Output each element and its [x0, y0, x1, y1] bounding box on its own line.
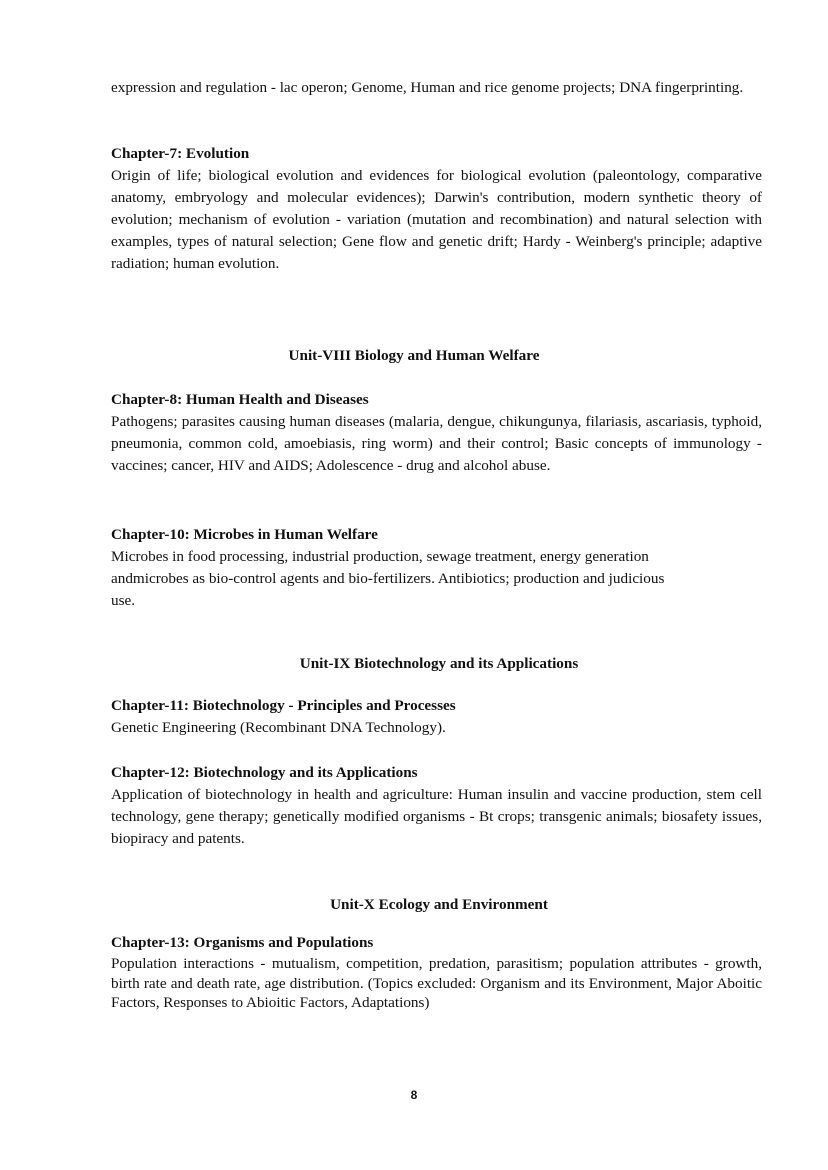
chapter-7-title: Chapter-7: Evolution: [111, 145, 250, 162]
continuation-section: [111, 77, 762, 99]
chapter-12-title: Chapter-12: Biotechnology and its Applications: [111, 764, 418, 781]
chapter-7-text: Origin of life; biological evolution and evidences for biological evolution (paleontology, comparative anatomy, embryology and molecular evidences); Darwin's contribution, modern synthetic theory of evolution; mechanism of evolution - variation (mutation and recombination) and natural selection with examples, types of natural selection; Gene flow and genetic drift; Hardy - Weinberg's principle; adaptive radiation; human evolution.: [111, 167, 762, 272]
chapter-10-section: [111, 524, 762, 612]
chapter-8-section: [111, 389, 762, 477]
chapter-11-text: Genetic Engineering (Recombinant DNA Technology).: [111, 719, 446, 736]
chapter-12-text: Application of biotechnology in health and agriculture: Human insulin and vaccine production, stem cell technology, gene therapy; genetically modified organisms - Bt crops; transgenic animals; biosafety issues, biopiracy and patents.: [111, 786, 762, 847]
chapter-11-section: [111, 695, 762, 739]
chapter-13-section: [111, 932, 762, 1013]
chapter-8-title: Chapter-8: Human Health and Diseases: [111, 391, 369, 408]
chapter-13-text: Population interactions - mutualism, competition, predation, parasitism; population attributes - growth, birth rate and death rate, age distribution. (Topics excluded: Organism and its Environment, Major Aboitic Factors, Responses to Abioitic Factors, Adaptations): [111, 955, 762, 1011]
chapter-10-title: Chapter-10: Microbes in Human Welfare: [111, 526, 378, 543]
chapter-11-title: Chapter-11: Biotechnology - Principles and Processes: [111, 697, 456, 714]
unit-10-title: Unit-X Ecology and Environment: [330, 896, 548, 913]
unit-8-title: Unit-VIII Biology and Human Welfare: [288, 347, 540, 364]
chapter-8-text: Pathogens; parasites causing human diseases (malaria, dengue, chikungunya, filariasis, ascariasis, typhoid, pneumonia, common cold, amoebiasis, ring worm) and their control; Basic concepts of immunology - vaccines; cancer, HIV and AIDS; Adolescence - drug and alcohol abuse.: [111, 413, 762, 474]
unit-9-title: Unit-IX Biotechnology and its Applications: [299, 655, 579, 672]
page-number: 8: [410, 1088, 418, 1102]
chapter-13-title: Chapter-13: Organisms and Populations: [111, 934, 374, 951]
chapter-7-section: [111, 143, 762, 275]
chapter-10-text: Microbes in food processing, industrial production, sewage treatment, energy generation andmicrobes as bio-control agents and bio-fertilizers. Antibiotics; production and judicious use.: [111, 548, 665, 609]
chapter-12-section: [111, 762, 762, 850]
continuation-paragraph: expression and regulation - lac operon; Genome, Human and rice genome projects; DNA fingerprinting.: [111, 79, 744, 96]
